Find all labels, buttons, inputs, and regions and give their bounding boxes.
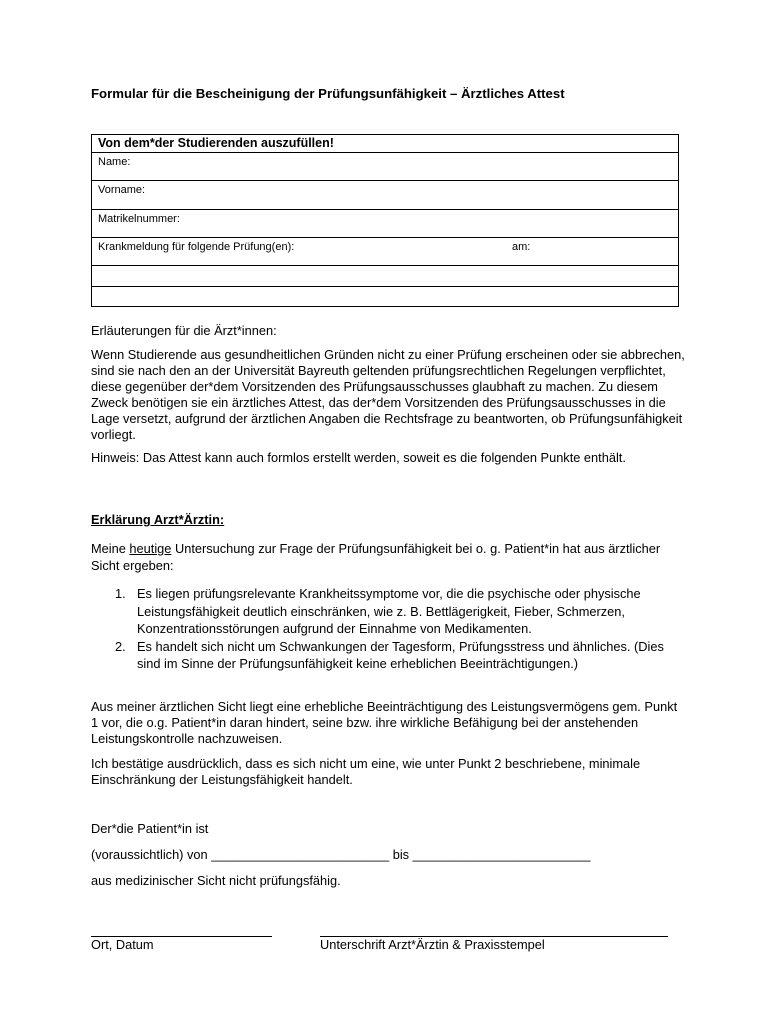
list-item-text: Es liegen prüfungsrelevante Krankheitssymptome vor, die die psychische oder physische Leistungsfähigkeit deutlich einschränken, wie z. B. Bettlägerigkeit, Fieber, Schmerzen, Konzentrationsstörungen aufgrund der Einnahme von Medikamenten.	[137, 586, 641, 636]
hinweis-text: Hinweis: Das Attest kann auch formlos erstellt werden, soweit es die folgenden Punkte enthält.	[91, 450, 626, 465]
matrikel-field[interactable]	[92, 209, 678, 237]
list-item	[91, 638, 681, 673]
krankmeldung-label: Krankmeldung für folgende Prüfung(en):	[98, 241, 295, 253]
erklaerung-list	[91, 585, 681, 673]
name-label: Name:	[98, 156, 131, 168]
attest-line1: Der*die Patient*in ist	[91, 821, 209, 836]
matrikel-label: Matrikelnummer:	[98, 213, 180, 225]
intro-underlined: heutige	[129, 541, 172, 556]
pruefung-row-2[interactable]	[92, 286, 678, 306]
bis-label: bis	[392, 847, 410, 862]
attest-line2	[91, 847, 691, 863]
student-form-table	[91, 134, 679, 307]
list-item-number: 2.	[115, 638, 126, 654]
list-item-number: 1.	[115, 586, 126, 601]
intro-pre: Meine	[91, 541, 130, 556]
attest-line3: aus medizinischer Sicht nicht prüfungsfähig.	[91, 873, 341, 888]
erklaerung-para2: Ich bestätige ausdrücklich, dass es sich nicht um eine, wie unter Punkt 2 beschriebene, minimale Einschränkung der Leistungsfähigkeit handelt.	[91, 756, 641, 787]
ort-datum-label: Ort, Datum	[91, 937, 154, 952]
erklaerung-para1: Aus meiner ärztlichen Sicht liegt eine erhebliche Beeinträchtigung des Leistungsvermögens gem. Punkt 1 vor, die o.g. Patient*in daran hindert, seine bzw. ihre wirkliche Befähigung bei der anstehenden Leistungskontrolle nachzuweisen.	[91, 699, 678, 746]
vorname-field[interactable]	[92, 180, 678, 209]
form-header: Von dem*der Studierenden auszufüllen!	[98, 136, 334, 150]
erlaeuterung-heading: Erläuterungen für die Ärzt*innen:	[91, 323, 277, 338]
document-title: Formular für die Bescheinigung der Prüfungsunfähigkeit – Ärztliches Attest	[91, 86, 565, 101]
intro-post: Untersuchung zur Frage der Prüfungsunfähigkeit bei o. g. Patient*in hat aus ärztlicher Sicht ergeben:	[91, 541, 661, 573]
pruefung-row-1[interactable]	[92, 265, 678, 286]
erlaeuterung-text: Wenn Studierende aus gesundheitlichen Gründen nicht zu einer Prüfung erscheinen oder sie abbrechen, sind sie nach den an der Universität Bayreuth geltenden prüfungsrechtlichen Regelungen verpflichtet, diese gegenüber der*dem Vorsitzenden des Prüfungsausschusses glaubhaft zu machen. Zu diesem Zweck benötigen sie ein ärztliches Attest, das der*dem Vorsitzenden des Prüfungsausschusses in die Lage versetzt, aufgrund der ärztlichen Angaben die Rechtsfrage zu beantworten, ob Prüfungsunfähigkeit vorliegt.	[91, 347, 685, 442]
von-label: (voraussichtlich) von	[91, 847, 208, 862]
von-blank[interactable]: _________________________	[211, 847, 390, 862]
krankmeldung-field[interactable]	[92, 237, 678, 265]
bis-blank[interactable]: _________________________	[412, 847, 591, 862]
unterschrift-label: Unterschrift Arzt*Ärztin & Praxisstempel	[320, 937, 545, 952]
list-item	[91, 585, 681, 638]
erklaerung-heading: Erklärung Arzt*Ärztin:	[91, 512, 225, 527]
list-item-text: Es handelt sich nicht um Schwankungen der Tagesform, Prüfungsstress und ähnliches. (Dies sind im Sinne der Prüfungsunfähigkeit keine erheblichen Beeinträchtigungen.)	[137, 638, 664, 671]
name-field[interactable]	[92, 152, 678, 180]
vorname-label: Vorname:	[98, 184, 146, 196]
erklaerung-intro	[91, 540, 681, 574]
am-label: am:	[512, 241, 531, 253]
